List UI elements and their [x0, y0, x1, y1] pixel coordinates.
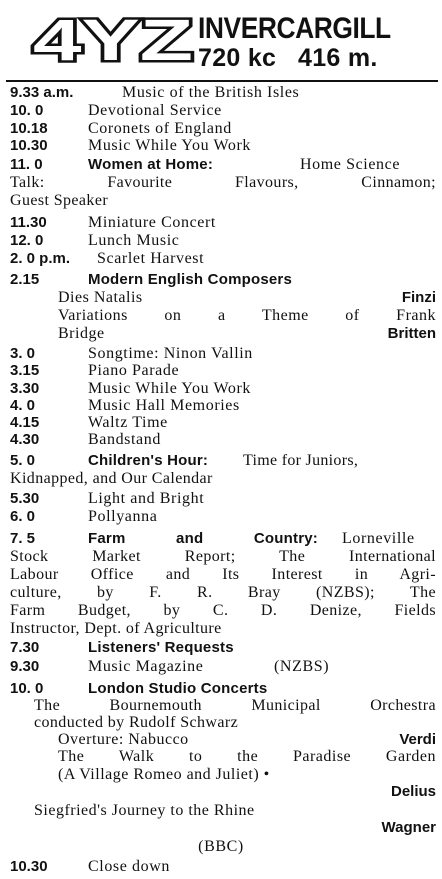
item-description: Instructor, Dept. of Agriculture [10, 620, 222, 637]
programme-work [0, 731, 442, 749]
station-header [0, 0, 442, 80]
item-time: 3. 0 [10, 345, 36, 362]
item-description: Stock Market Report; The International [10, 548, 436, 565]
item-text: Close down [88, 858, 170, 875]
work-composer: Verdi [399, 731, 436, 748]
item-time: 7. 5 [10, 530, 36, 547]
station-logo [30, 10, 196, 68]
programme-work [0, 802, 442, 820]
item-description: culture, by F. R. Bray (NZBS); The [10, 584, 436, 601]
item-text: Light and Bright [88, 490, 205, 507]
item-time: 4. 0 [10, 397, 36, 414]
work-title: (A Village Romeo and Juliet) • [58, 766, 270, 783]
item-time: 11. 0 [10, 156, 43, 173]
programme-work [0, 289, 442, 307]
item-text: Bandstand [88, 431, 161, 448]
work-composer: Finzi [401, 289, 436, 306]
work-composer: Wagner [381, 819, 436, 836]
item-time: 10.30 [10, 137, 48, 154]
item-time: 10.30 [10, 858, 48, 875]
item-title: London Studio Concerts [88, 680, 268, 697]
item-description: conducted by Rudolf Schwarz [34, 714, 239, 731]
station-logo-text: 4YZ [33, 10, 193, 68]
item-title: Children's Hour: [88, 452, 209, 469]
item-description: Guest Speaker [10, 192, 109, 209]
programme-work [0, 325, 442, 343]
work-title: The Walk to the Paradise Garden [58, 748, 436, 765]
programme-work [0, 307, 442, 325]
item-text: Time for Juniors, [243, 452, 359, 469]
item-description: Labour Office and Its Interest in Agri- [10, 566, 436, 583]
item-time: 12. 0 [10, 232, 44, 249]
item-description: The Bournemouth Municipal Orchestra [34, 697, 436, 714]
item-time: 5.30 [10, 490, 40, 507]
work-title: Variations on a Theme of Frank [58, 307, 436, 324]
item-text: Music of the British Isles [122, 84, 300, 101]
item-text: Miniature Concert [88, 214, 216, 231]
item-text: Piano Parade [88, 362, 180, 379]
item-title: Women at Home: [88, 156, 214, 173]
item-text: Scarlet Harvest [97, 250, 205, 267]
item-time: 2. 0 p.m. [10, 250, 71, 267]
item-time: 2.15 [10, 271, 40, 288]
item-time: 10. 0 [10, 680, 44, 697]
item-text: Music Hall Memories [88, 397, 240, 414]
item-time: 4.15 [10, 414, 40, 431]
item-time: 5. 0 [10, 452, 36, 469]
item-text: Lorneville [342, 530, 415, 547]
item-text: Lunch Music [88, 232, 180, 249]
work-title: Bridge [58, 325, 105, 342]
station-city: INVERCARGILL [198, 12, 391, 45]
item-title: Modern English Composers [88, 271, 292, 288]
broadcast-source: (BBC) [198, 838, 244, 855]
item-text: Music While You Work [88, 380, 252, 397]
item-text: Songtime: Ninon Vallin [88, 345, 253, 362]
item-title: Listeners' Requests [88, 639, 234, 656]
work-title: Dies Natalis [58, 289, 143, 306]
item-time: 11.30 [10, 214, 47, 231]
programme-work [0, 748, 442, 766]
item-time: 9.33 a.m. [10, 84, 74, 101]
station-frequency: 720 kc [198, 44, 277, 72]
programme-work [0, 766, 442, 784]
item-text: Coronets of England [88, 120, 232, 137]
header-divider [6, 80, 438, 82]
programme-work [0, 819, 442, 837]
item-time: 3.15 [10, 362, 40, 379]
item-time: 9.30 [10, 658, 40, 675]
work-composer: Britten [387, 325, 436, 342]
item-text: Waltz Time [88, 414, 168, 431]
work-title: Overture: Nabucco [58, 731, 189, 748]
station-frequency-line [198, 45, 378, 71]
item-text: Music While You Work [88, 137, 252, 154]
item-text: Pollyanna [88, 508, 158, 525]
schedule-item [0, 530, 442, 548]
item-time: 6. 0 [10, 508, 36, 525]
item-note: (NZBS) [274, 658, 330, 675]
item-text: Home Science [300, 156, 401, 173]
station-wavelength: 416 m. [298, 44, 378, 72]
item-description: Talk: Favourite Flavours, Cinnamon; [10, 174, 436, 191]
item-text: Music Magazine [88, 658, 204, 675]
item-description: Farm Budget, by C. D. Denize, Fields [10, 602, 436, 619]
item-time: 7.30 [10, 639, 40, 656]
work-composer: Delius [390, 783, 436, 800]
item-title: Farm and Country: [88, 530, 318, 547]
item-time: 10.18 [10, 120, 48, 137]
item-text: Devotional Service [88, 102, 222, 119]
item-time: 3.30 [10, 380, 40, 397]
item-time: 10. 0 [10, 102, 44, 119]
programme-work [0, 783, 442, 801]
work-title: Siegfried's Journey to the Rhine [34, 802, 255, 819]
item-time: 4.30 [10, 431, 40, 448]
item-description: Kidnapped, and Our Calendar [10, 470, 213, 487]
